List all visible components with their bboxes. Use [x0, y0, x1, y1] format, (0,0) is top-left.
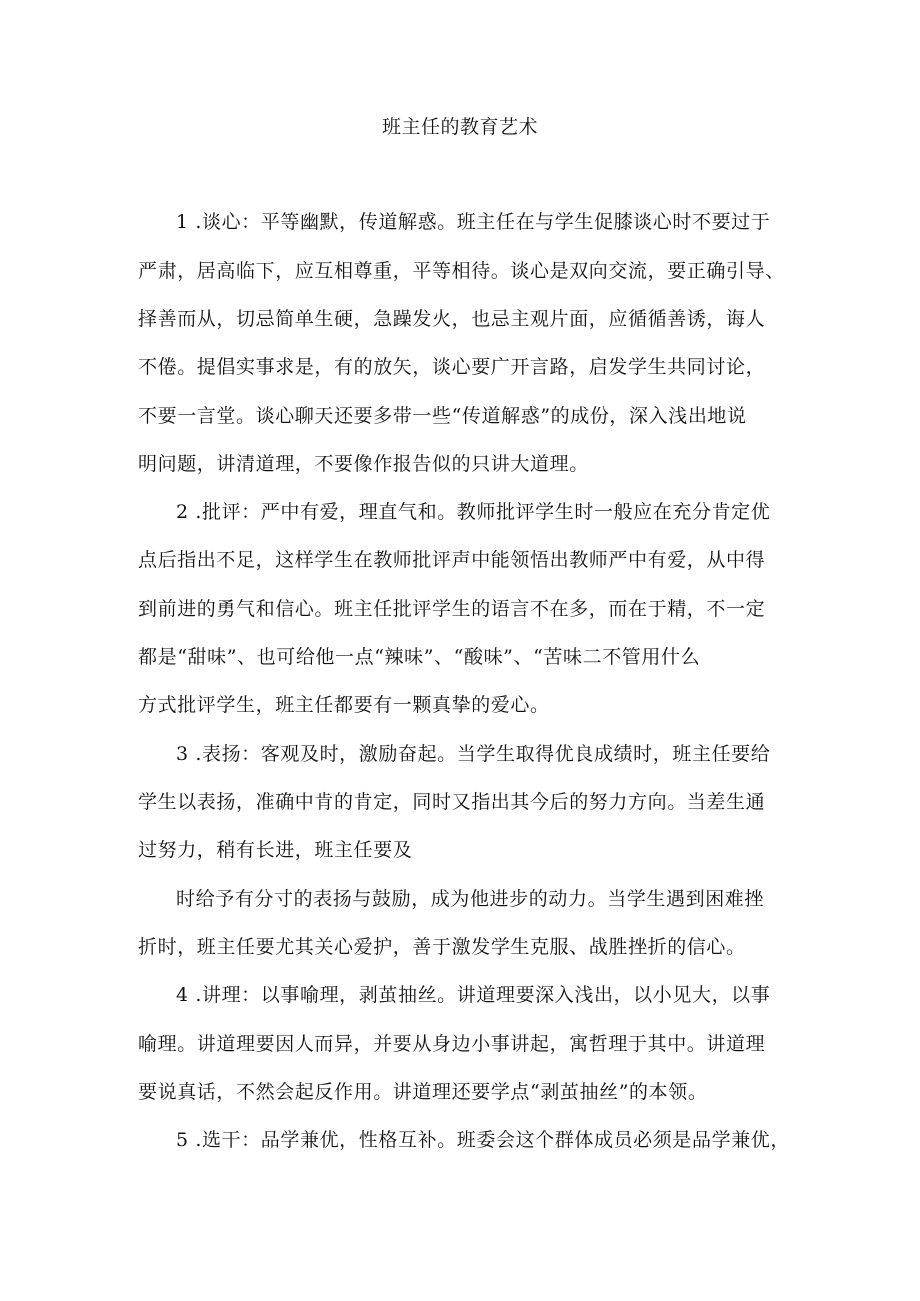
paragraph-line: 喻理。讲道理要因人而异，并要从身边小事讲起，寓哲理于其中。讲道理 — [138, 1033, 766, 1055]
paragraph-line: 学生以表扬，准确中肯的肯定，同时又指出其今后的努力方向。当差生通 — [138, 791, 766, 813]
paragraph-line: 5 .选干：品学兼优，性格互补。班委会这个群体成员必须是品学兼优， — [176, 1129, 790, 1151]
paragraph-line: 点后指出不足，这样学生在教师批评声中能领悟出教师严中有爱，从中得 — [138, 549, 766, 571]
paragraph-line: 方式批评学生，班主任都要有一颗真挚的爱心。 — [138, 694, 550, 716]
paragraph-line: 过努力，稍有长进，班主任要及 — [138, 839, 413, 861]
paragraph-line: 时给予有分寸的表扬与鼓励，成为他进步的动力。当学生遇到困难挫 — [176, 888, 765, 910]
paragraph-line: 1 .谈心：平等幽默，传道解惑。班主任在与学生促膝谈心时不要过于 — [176, 211, 771, 233]
paragraph-line: 3 .表扬：客观及时，激励奋起。当学生取得优良成绩时，班主任要给 — [176, 743, 771, 765]
paragraph-line: 4 .讲理：以事喻理，剥茧抽丝。讲道理要深入浅出，以小见大，以事 — [176, 984, 771, 1006]
paragraph-line: 不倦。提倡实事求是，有的放矢，谈心要广开言路，启发学生共同讨论， — [138, 356, 766, 378]
paragraph-line: 2 .批评：严中有爱，理直气和。教师批评学生时一般应在充分肯定优 — [176, 501, 771, 523]
paragraph-line: 明问题，讲清道理，不要像作报告似的只讲大道理。 — [138, 453, 589, 475]
paragraph-line: 折时，班主任要尤其关心爱护，善于激发学生克服、战胜挫折的信心。 — [138, 936, 746, 958]
paragraph-line: 到前进的勇气和信心。班主任批评学生的语言不在多，而在于精，不一定 — [138, 598, 766, 620]
paragraph-line: 不要一言堂。谈心聊天还要多带一些“传道解惑”的成份，深入浅出地说 — [138, 405, 747, 427]
paragraph-line: 择善而从，切忌简单生硬，急躁发火，也忌主观片面，应循循善诱，诲人 — [138, 308, 766, 330]
paragraph-line: 严肃，居高临下，应互相尊重，平等相待。谈心是双向交流，要正确引导、 — [138, 260, 785, 282]
paragraph-line: 都是“甜味”、也可给他一点“辣味”、“酸味”、“苦味二不管用什么 — [138, 646, 701, 668]
paragraph-line: 要说真话，不然会起反作用。讲道理还要学点“剥茧抽丝”的本领。 — [138, 1081, 708, 1103]
document-title: 班主任的教育艺术 — [381, 116, 538, 138]
